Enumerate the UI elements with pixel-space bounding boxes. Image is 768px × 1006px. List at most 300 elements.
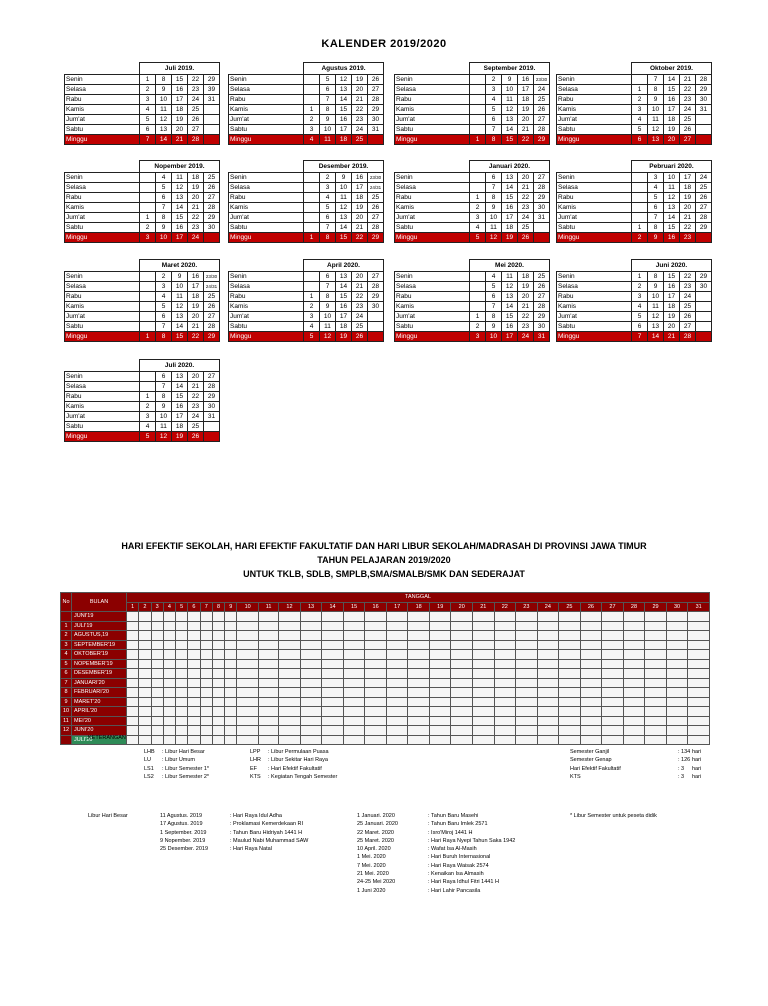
date-cell: 2 <box>140 402 156 412</box>
table-cell <box>139 669 151 679</box>
table-cell <box>451 659 473 669</box>
day-name: Minggu <box>395 135 470 145</box>
date-cell: 9 <box>502 75 518 85</box>
table-cell <box>212 735 224 745</box>
table-cell <box>666 612 688 622</box>
table-cell <box>300 707 322 717</box>
table-cell <box>408 612 430 622</box>
day-number-header: 17 <box>386 602 408 612</box>
date-cell: 17 <box>172 412 188 422</box>
date-cell: 8 <box>486 135 502 145</box>
table-cell <box>580 659 602 669</box>
day-name: Sabtu <box>229 322 304 332</box>
day-number-header: 1 <box>127 602 139 612</box>
date-cell: 9 <box>320 302 336 312</box>
date-cell: 16 <box>188 272 204 282</box>
table-cell <box>516 669 538 679</box>
table-cell <box>127 669 139 679</box>
date-cell: 16 <box>664 282 680 292</box>
table-cell <box>176 621 188 631</box>
date-cell: 4 <box>632 302 648 312</box>
date-cell: 10 <box>156 233 172 243</box>
table-cell <box>163 678 175 688</box>
day-name: Minggu <box>65 135 140 145</box>
table-cell <box>300 612 322 622</box>
date-cell: 18 <box>188 292 204 302</box>
date-cell <box>304 282 320 292</box>
date-cell: 2 <box>304 302 320 312</box>
day-name: Kamis <box>65 203 140 213</box>
date-cell: 15 <box>664 223 680 233</box>
table-cell <box>343 697 365 707</box>
table-cell <box>451 726 473 736</box>
date-cell: 15 <box>172 213 188 223</box>
table-cell <box>602 697 624 707</box>
table-cell <box>176 612 188 622</box>
date-cell: 28 <box>204 382 220 392</box>
month-label: FEBRUARI'20 <box>72 688 127 698</box>
day-number-header: 13 <box>300 602 322 612</box>
day-name: Senin <box>395 173 470 183</box>
table-cell <box>429 688 451 698</box>
table-cell <box>645 631 667 641</box>
date-cell: 29 <box>368 105 384 115</box>
date-cell: 13 <box>648 322 664 332</box>
date-cell: 28 <box>696 213 712 223</box>
day-name: Senin <box>557 173 632 183</box>
table-cell <box>666 726 688 736</box>
date-cell: 39 <box>204 85 220 95</box>
table-cell <box>279 612 301 622</box>
day-name: Kamis <box>395 203 470 213</box>
table-cell <box>151 612 163 622</box>
table-cell <box>580 726 602 736</box>
table-cell <box>408 659 430 669</box>
table-cell <box>559 612 581 622</box>
table-cell <box>494 726 516 736</box>
date-cell <box>470 105 486 115</box>
day-number-header: 21 <box>473 602 495 612</box>
table-cell <box>386 640 408 650</box>
date-cell: 24 <box>534 85 550 95</box>
table-cell <box>688 659 710 669</box>
table-cell <box>602 735 624 745</box>
date-cell: 8 <box>156 392 172 402</box>
day-number-header: 27 <box>602 602 624 612</box>
table-cell <box>237 631 259 641</box>
date-cell: 26 <box>518 233 534 243</box>
table-cell <box>225 669 237 679</box>
day-name: Minggu <box>65 332 140 342</box>
date-cell: 29 <box>534 135 550 145</box>
date-cell: 5 <box>486 282 502 292</box>
table-cell <box>623 697 645 707</box>
date-cell: 17 <box>518 85 534 95</box>
table-cell <box>343 631 365 641</box>
legend-text: : Kegiatan Tengah Semester <box>268 773 338 780</box>
date-cell <box>304 203 320 213</box>
date-cell: 6 <box>320 213 336 223</box>
table-cell <box>666 631 688 641</box>
table-cell <box>473 726 495 736</box>
day-name: Sabtu <box>65 223 140 233</box>
table-cell <box>200 735 212 745</box>
date-cell <box>696 312 712 322</box>
table-cell <box>258 650 278 660</box>
table-cell <box>151 688 163 698</box>
date-cell: 20 <box>188 193 204 203</box>
date-cell: 3 <box>304 312 320 322</box>
table-cell <box>176 735 188 745</box>
table-cell <box>602 631 624 641</box>
date-cell: 22 <box>352 105 368 115</box>
date-cell: 5 <box>320 203 336 213</box>
day-name: Selasa <box>65 85 140 95</box>
date-cell <box>140 372 156 382</box>
day-name: Jum'at <box>65 412 140 422</box>
table-cell <box>559 707 581 717</box>
date-cell: 15 <box>172 75 188 85</box>
table-cell <box>127 621 139 631</box>
day-name: Minggu <box>557 135 632 145</box>
date-cell: 3 <box>470 213 486 223</box>
list-item: 11 Agustus. 2019 <box>160 813 203 819</box>
date-cell: 16 <box>502 203 518 213</box>
day-name: Senin <box>557 272 632 282</box>
table-cell <box>688 726 710 736</box>
date-cell: 23 <box>352 302 368 312</box>
table-cell <box>300 697 322 707</box>
table-cell <box>237 650 259 660</box>
date-cell: 16 <box>664 233 680 243</box>
date-cell: 27 <box>188 125 204 135</box>
legend-row <box>570 773 712 781</box>
day-name: Senin <box>65 75 140 85</box>
table-cell <box>666 716 688 726</box>
date-cell: 28 <box>696 75 712 85</box>
date-cell: 9 <box>336 173 352 183</box>
table-cell <box>225 659 237 669</box>
date-cell: 19 <box>188 183 204 193</box>
table-cell <box>139 640 151 650</box>
date-cell: 25 <box>680 115 696 125</box>
legend-text: LPP <box>250 749 261 755</box>
date-cell: 24 <box>518 213 534 223</box>
list-item: 9 Nopember. 2019 <box>160 837 206 844</box>
table-cell <box>451 612 473 622</box>
date-cell: 11 <box>648 302 664 312</box>
date-cell: 9 <box>486 322 502 332</box>
date-cell: 3 <box>140 412 156 422</box>
date-cell: 23/30 <box>368 173 384 183</box>
date-cell: 29 <box>696 223 712 233</box>
month-calendar <box>556 160 712 243</box>
day-name: Minggu <box>395 332 470 342</box>
date-cell: 7 <box>156 322 172 332</box>
list-item: 1 September. 2019 <box>160 829 207 836</box>
table-cell <box>688 707 710 717</box>
table-cell <box>602 726 624 736</box>
date-cell: 9 <box>320 115 336 125</box>
table-cell <box>494 688 516 698</box>
date-cell <box>140 282 156 292</box>
table-cell <box>188 659 200 669</box>
day-name: Sabtu <box>65 322 140 332</box>
table-cell <box>537 707 559 717</box>
date-cell: 17 <box>680 173 696 183</box>
date-cell: 11 <box>648 115 664 125</box>
date-cell: 14 <box>502 302 518 312</box>
date-cell <box>632 193 648 203</box>
table-cell <box>429 650 451 660</box>
table-cell <box>225 716 237 726</box>
date-cell: 4 <box>156 292 172 302</box>
date-cell: 29 <box>204 392 220 402</box>
table-cell <box>645 697 667 707</box>
date-cell: 25 <box>680 302 696 312</box>
legend-row <box>570 756 712 764</box>
day-number-header: 14 <box>322 602 344 612</box>
table-cell <box>188 726 200 736</box>
table-cell <box>343 726 365 736</box>
date-cell: 22 <box>188 392 204 402</box>
date-cell: 25 <box>352 135 368 145</box>
table-cell <box>322 697 344 707</box>
date-cell: 9 <box>156 85 172 95</box>
date-cell <box>304 183 320 193</box>
table-cell <box>429 678 451 688</box>
date-cell <box>696 115 712 125</box>
legend-text: KTS <box>250 773 261 780</box>
date-cell: 27 <box>204 193 220 203</box>
date-cell: 28 <box>534 125 550 135</box>
date-cell: 31 <box>534 213 550 223</box>
row-number <box>61 612 72 622</box>
date-cell: 5 <box>320 75 336 85</box>
table-cell <box>237 697 259 707</box>
date-cell: 16 <box>502 322 518 332</box>
date-cell: 7 <box>156 203 172 213</box>
day-number-header: 28 <box>623 602 645 612</box>
table-cell <box>623 716 645 726</box>
date-cell <box>470 173 486 183</box>
date-cell: 26 <box>204 302 220 312</box>
table-cell <box>188 621 200 631</box>
legend-text: : Hari Efektif Fakultatif <box>268 765 322 772</box>
date-cell: 28 <box>368 95 384 105</box>
date-cell: 17 <box>188 282 204 292</box>
date-cell: 27 <box>204 372 220 382</box>
date-cell: 24/31 <box>368 183 384 193</box>
table-cell <box>127 640 139 650</box>
date-cell: 7 <box>486 183 502 193</box>
date-cell: 1 <box>304 105 320 115</box>
table-cell <box>645 621 667 631</box>
date-cell: 5 <box>632 125 648 135</box>
table-cell <box>602 707 624 717</box>
date-cell: 18 <box>172 105 188 115</box>
date-cell <box>696 302 712 312</box>
date-cell: 4 <box>140 105 156 115</box>
table-cell <box>451 640 473 650</box>
table-cell <box>343 735 365 745</box>
date-cell: 30 <box>368 302 384 312</box>
table-cell <box>602 669 624 679</box>
date-cell: 5 <box>486 105 502 115</box>
table-cell <box>279 688 301 698</box>
date-cell: 28 <box>188 135 204 145</box>
date-cell: 27 <box>696 203 712 213</box>
day-number-header: 5 <box>176 602 188 612</box>
table-cell <box>151 650 163 660</box>
table-cell <box>279 707 301 717</box>
list-item: : Hari Raya Nyepi Tahun Saka 1942 <box>428 837 516 844</box>
date-cell <box>470 302 486 312</box>
table-cell <box>139 716 151 726</box>
day-name: Minggu <box>229 135 304 145</box>
table-cell <box>451 697 473 707</box>
table-cell <box>473 650 495 660</box>
table-cell <box>666 621 688 631</box>
table-cell <box>429 621 451 631</box>
table-cell <box>429 640 451 650</box>
date-cell: 3 <box>632 105 648 115</box>
date-cell: 23 <box>680 95 696 105</box>
day-name: Rabu <box>229 95 304 105</box>
table-cell <box>408 650 430 660</box>
date-cell: 7 <box>632 332 648 342</box>
month-name: Juni 2020. <box>632 260 712 272</box>
table-cell <box>212 621 224 631</box>
date-cell <box>204 115 220 125</box>
row-number: 4 <box>61 650 72 660</box>
date-cell: 28 <box>534 302 550 312</box>
table-cell <box>386 735 408 745</box>
table-cell <box>408 678 430 688</box>
table-cell <box>279 659 301 669</box>
date-cell: 1 <box>140 332 156 342</box>
table-cell <box>365 688 387 698</box>
date-cell: 4 <box>304 322 320 332</box>
date-cell: 10 <box>648 292 664 302</box>
date-cell <box>140 193 156 203</box>
legend-text: : Libur Semester 1* <box>162 765 210 772</box>
legend-text: : 3 <box>678 773 685 780</box>
table-cell <box>188 716 200 726</box>
date-cell: 19 <box>518 105 534 115</box>
date-cell: 18 <box>664 302 680 312</box>
day-name: Senin <box>395 75 470 85</box>
row-number: 3 <box>61 640 72 650</box>
day-name: Kamis <box>65 105 140 115</box>
date-cell: 14 <box>336 95 352 105</box>
table-cell <box>688 631 710 641</box>
date-cell: 23/30 <box>534 75 550 85</box>
table-cell <box>127 631 139 641</box>
date-cell <box>470 125 486 135</box>
table-cell <box>258 669 278 679</box>
table-cell <box>322 678 344 688</box>
date-cell: 16 <box>172 85 188 95</box>
table-cell <box>537 678 559 688</box>
table-cell <box>343 650 365 660</box>
table-cell <box>200 640 212 650</box>
date-cell: 11 <box>502 272 518 282</box>
date-cell: 11 <box>156 105 172 115</box>
table-cell <box>343 621 365 631</box>
date-cell: 28 <box>680 332 696 342</box>
day-name: Kamis <box>229 105 304 115</box>
table-cell <box>237 678 259 688</box>
date-cell: 7 <box>486 302 502 312</box>
table-cell <box>225 707 237 717</box>
day-name: Selasa <box>229 282 304 292</box>
day-name: Jum'at <box>229 115 304 125</box>
date-cell: 20 <box>352 272 368 282</box>
table-cell <box>537 688 559 698</box>
table-cell <box>322 650 344 660</box>
table-cell <box>139 612 151 622</box>
table-cell <box>322 640 344 650</box>
table-cell <box>688 678 710 688</box>
legend-text: : 126 <box>678 757 691 764</box>
table-cell <box>408 716 430 726</box>
date-cell: 31 <box>368 125 384 135</box>
table-cell <box>225 678 237 688</box>
table-cell <box>559 631 581 641</box>
date-cell: 4 <box>140 422 156 432</box>
table-cell <box>163 735 175 745</box>
date-cell: 21 <box>172 135 188 145</box>
date-cell: 26 <box>680 125 696 135</box>
table-cell <box>176 631 188 641</box>
legend-text: : 3 <box>678 765 685 772</box>
date-cell: 19 <box>172 432 188 442</box>
date-cell: 28 <box>534 183 550 193</box>
legend-text: : Libur Semester 2* <box>162 773 210 780</box>
day-name: Selasa <box>65 382 140 392</box>
month-label: JANUARI'20 <box>72 678 127 688</box>
legend-text: Semester Genap <box>570 757 612 764</box>
table-cell <box>386 697 408 707</box>
date-cell: 9 <box>486 203 502 213</box>
date-cell: 31 <box>696 105 712 115</box>
keterangan-col2 <box>250 748 378 781</box>
table-cell <box>258 716 278 726</box>
date-cell: 11 <box>172 173 188 183</box>
table-cell <box>516 631 538 641</box>
date-cell: 25 <box>534 272 550 282</box>
date-cell: 7 <box>648 75 664 85</box>
day-name: Jum'at <box>557 312 632 322</box>
legend-text: LHB <box>144 749 155 755</box>
legend-text: Hari Efektif Fakultatif <box>570 765 621 772</box>
section-title-line2: TAHUN PELAJARAN 2019/2020 <box>317 555 451 565</box>
date-cell <box>696 332 712 342</box>
day-number-header: 23 <box>516 602 538 612</box>
date-cell: 28 <box>368 223 384 233</box>
table-cell <box>322 688 344 698</box>
date-cell <box>304 272 320 282</box>
date-cell: 24 <box>680 292 696 302</box>
table-cell <box>200 669 212 679</box>
table-cell <box>300 659 322 669</box>
date-cell: 6 <box>156 312 172 322</box>
date-cell: 3 <box>320 183 336 193</box>
month-calendar <box>228 62 384 145</box>
table-cell <box>580 640 602 650</box>
date-cell: 2 <box>140 223 156 233</box>
